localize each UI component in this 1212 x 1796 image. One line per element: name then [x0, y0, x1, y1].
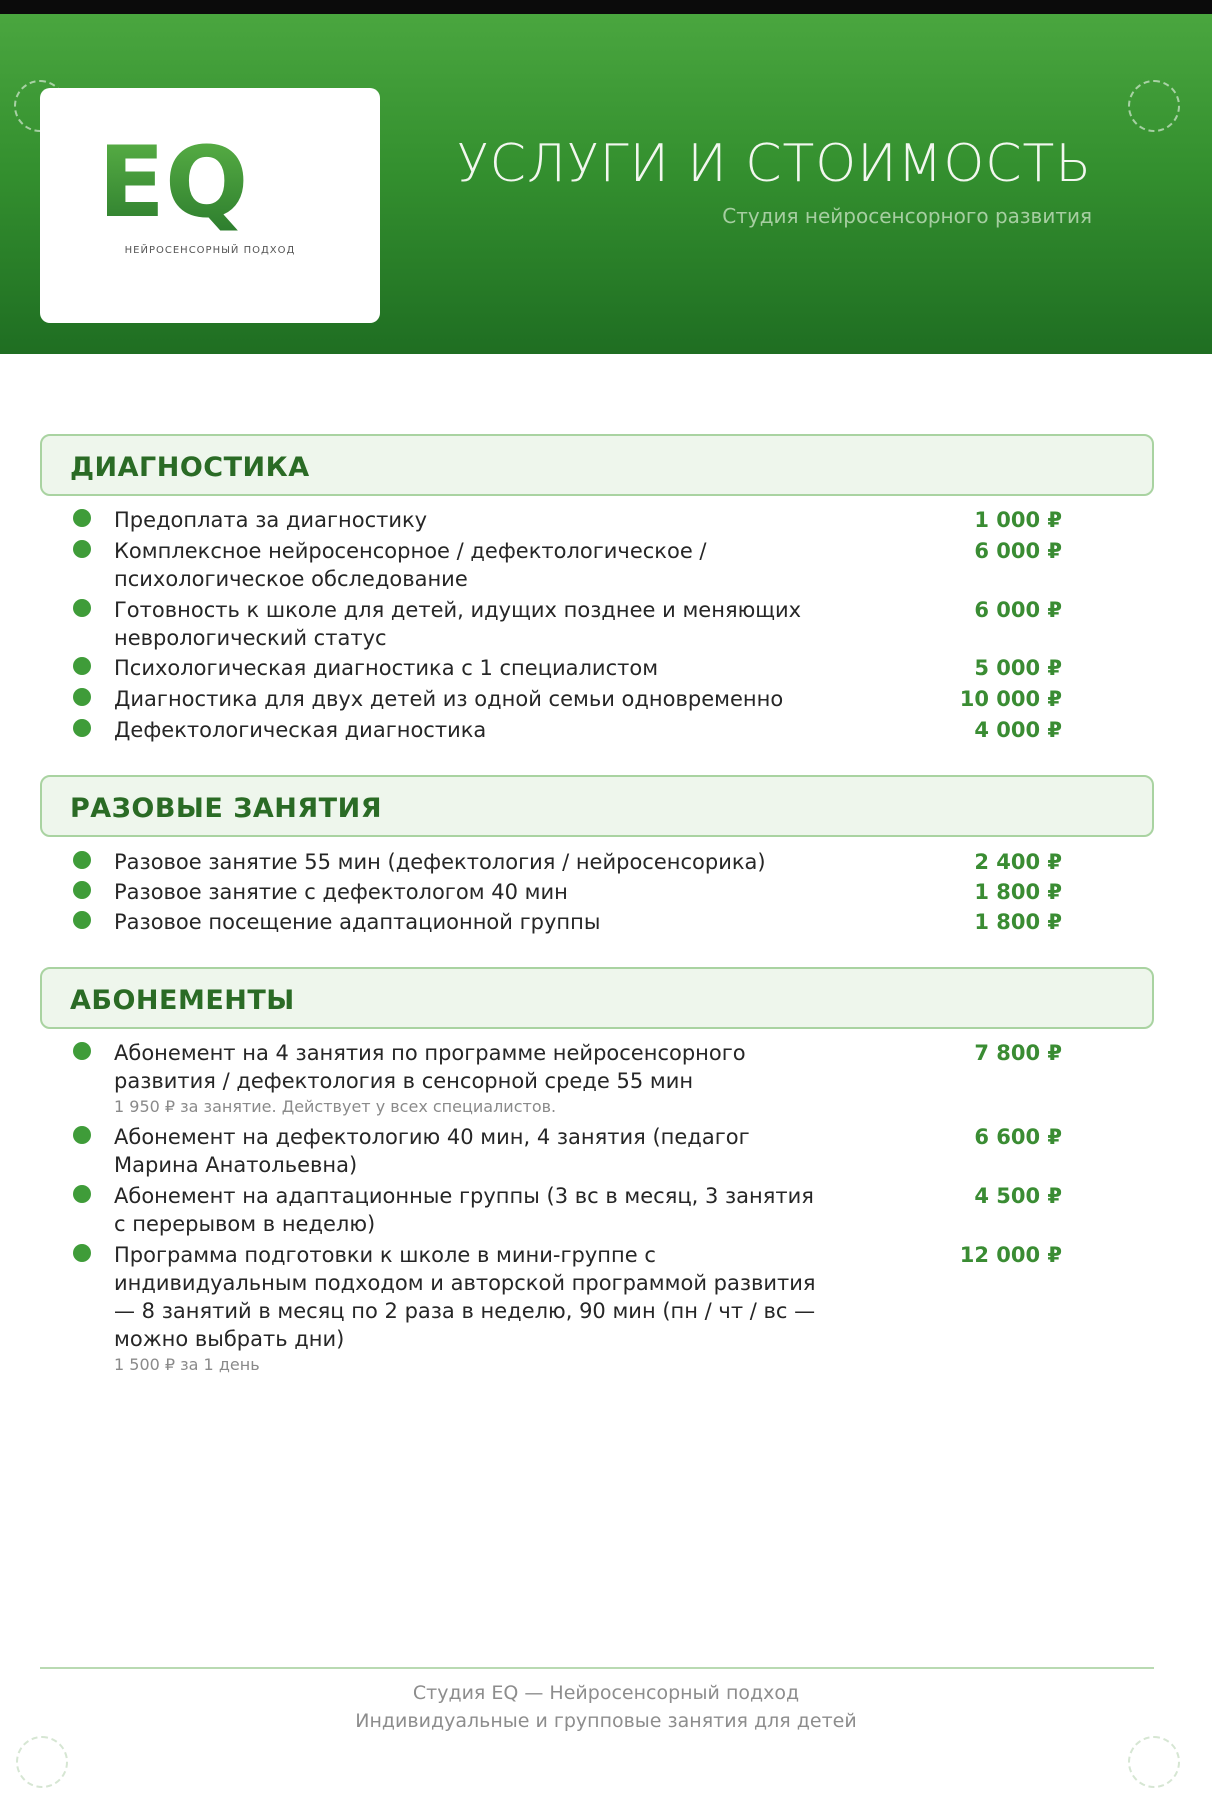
section-title: ДИАГНОСТИКА — [70, 452, 310, 483]
bullet-icon — [73, 509, 91, 527]
logo-letters: EQ — [98, 134, 249, 234]
item-price: 4 500 ₽ — [974, 1184, 1062, 1208]
item-text: Разовое занятие 55 мин (дефектология / нейросенсорика) — [114, 850, 766, 874]
item-text — [114, 1039, 824, 1118]
item-text: Разовое посещение адаптационной группы — [114, 910, 601, 934]
page-title: УСЛУГИ И СТОИМОСТЬ — [456, 134, 1092, 194]
item-text: Абонемент на адаптационные группы (3 вс в месяц, 3 занятия с перерывом в неделю) — [114, 1184, 814, 1236]
footer-line-2: Индивидуальные и групповые занятия для детей — [355, 1710, 857, 1732]
bullet-icon — [73, 540, 91, 558]
section-title: РАЗОВЫЕ ЗАНЯТИЯ — [70, 793, 382, 824]
decorative-circle-icon — [16, 1736, 68, 1788]
bullet-icon — [73, 851, 91, 869]
item-price: 7 800 ₽ — [974, 1041, 1062, 1065]
item-text: Диагностика для двух детей из одной семьи одновременно — [114, 687, 784, 711]
item-text: Абонемент на дефектологию 40 мин, 4 занятия (педагог Марина Анатольевна) — [114, 1125, 750, 1177]
item-price: 4 000 ₽ — [974, 718, 1062, 742]
footer-line-1: Студия EQ — Нейросенсорный подход — [412, 1682, 800, 1704]
bullet-icon — [73, 657, 91, 675]
logo-subtitle: НЕЙРОСЕНСОРНЫЙ ПОДХОД — [124, 245, 296, 256]
item-text: Готовность к школе для детей, идущих позднее и меняющих неврологический статус — [114, 598, 802, 650]
item-price: 1 800 ₽ — [974, 910, 1062, 934]
section-title: АБОНЕМЕНТЫ — [70, 985, 295, 1016]
item-price: 6 000 ₽ — [974, 598, 1062, 622]
bullet-icon — [73, 1126, 91, 1144]
bullet-icon — [73, 1042, 91, 1060]
item-title: Программа подготовки к школе в мини-группе с индивидуальным подходом и авторской программой развития — 8 занятий в месяц по 2 раза в неделю, 90 мин (пн / чт / вс — можно выбрать дни) — [114, 1243, 816, 1351]
item-text: Дефектологическая диагностика — [114, 718, 487, 742]
section-header-diagnostics — [40, 434, 1154, 496]
bullet-icon — [73, 1185, 91, 1203]
bullet-icon — [73, 599, 91, 617]
decorative-circle-icon — [1128, 80, 1180, 132]
logo-icon — [96, 134, 320, 234]
item-text: Комплексное нейросенсорное / дефектологическое / психологическое обследование — [114, 539, 707, 591]
item-text: Психологическая диагностика с 1 специалистом — [114, 656, 659, 680]
bullet-icon — [73, 1244, 91, 1262]
item-text: Предоплата за диагностику — [114, 508, 428, 532]
item-price: 5 000 ₽ — [974, 656, 1062, 680]
bullet-icon — [73, 719, 91, 737]
item-note: 1 950 ₽ за занятие. Действует у всех специалистов. — [114, 1097, 557, 1116]
page-subtitle: Студия нейросенсорного развития — [722, 204, 1092, 228]
bullet-icon — [73, 881, 91, 899]
item-note: 1 500 ₽ за 1 день — [114, 1355, 260, 1374]
decorative-circle-icon — [1128, 1736, 1180, 1788]
item-text: Разовое занятие с дефектологом 40 мин — [114, 880, 568, 904]
item-price: 1 000 ₽ — [974, 508, 1062, 532]
item-price: 6 600 ₽ — [974, 1125, 1062, 1149]
item-price: 6 000 ₽ — [974, 539, 1062, 563]
bullet-icon — [73, 688, 91, 706]
item-price: 10 000 ₽ — [959, 687, 1062, 711]
logo-card — [40, 88, 380, 323]
item-title: Абонемент на 4 занятия по программе нейросенсорного развития / дефектология в сенсорной среде 55 мин — [114, 1041, 746, 1093]
bullet-icon — [73, 911, 91, 929]
footer-divider — [40, 1667, 1154, 1669]
item-price: 1 800 ₽ — [974, 880, 1062, 904]
item-price: 12 000 ₽ — [959, 1243, 1062, 1267]
item-text — [114, 1241, 824, 1376]
top-bar — [0, 0, 1212, 14]
item-price: 2 400 ₽ — [974, 850, 1062, 874]
section-header-single-sessions — [40, 775, 1154, 837]
section-header-subscriptions — [40, 967, 1154, 1029]
